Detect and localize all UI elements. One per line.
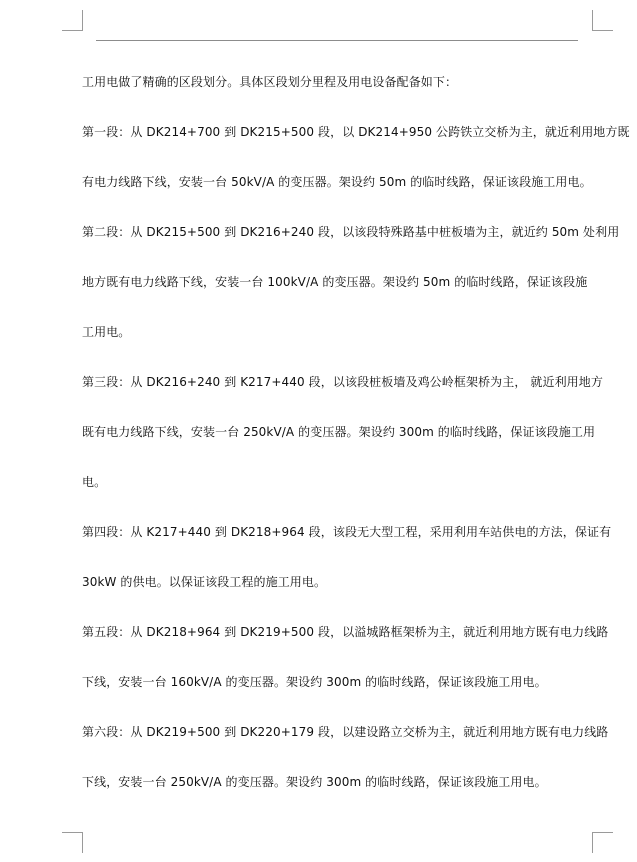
page-corner-mark-bottom-left [62,832,83,853]
text-line: 下线，安装一台 160kV/A 的变压器。架设约 300m 的临时线路，保证该段施工用电。 [82,675,547,689]
text-line: 第六段：从 DK219+500 到 DK220+179 段，以建设路立交桥为主，就近利用地方既有电力线路 [82,725,609,739]
text-line: 地方既有电力线路下线，安装一台 100kV/A 的变压器。架设约 50m 的临时线路，保证该段施 [82,275,588,289]
text-line: 工用电。 [82,325,131,339]
text-line: 有电力线路下线，安装一台 50kV/A 的变压器。架设约 50m 的临时线路，保证该段施工用电。 [82,175,592,189]
header-rule [96,40,578,41]
text-line: 第一段：从 DK214+700 到 DK215+500 段，以 DK214+950 公跨铁立交桥为主，就近利用地方既 [82,125,630,139]
text-line: 第二段：从 DK215+500 到 DK216+240 段，以该段特殊路基中桩板墙为主，就近约 50m 处利用 [82,225,620,239]
text-line: 第三段：从 DK216+240 到 K217+440 段，以该段桩板墙及鸡公岭框架桥为主， 就近利用地方 [82,375,603,389]
page-corner-mark-bottom-right [592,832,613,853]
page-corner-mark-top-left [62,10,83,31]
text-line: 30kW 的供电。以保证该段工程的施工用电。 [82,575,327,589]
page-corner-mark-top-right [592,10,613,31]
text-line: 第四段：从 K217+440 到 DK218+964 段，该段无大型工程，采用利用车站供电的方法，保证有 [82,525,612,539]
text-line: 既有电力线路下线，安装一台 250kV/A 的变压器。架设约 300m 的临时线路，保证该段施工用 [82,425,596,439]
text-line: 电。 [82,475,107,489]
text-line: 下线，安装一台 250kV/A 的变压器。架设约 300m 的临时线路，保证该段施工用电。 [82,775,547,789]
text-line: 第五段：从 DK218+964 到 DK219+500 段，以溢城路框架桥为主，就近利用地方既有电力线路 [82,625,609,639]
text-line: 工用电做了精确的区段划分。具体区段划分里程及用电设备配备如下： [82,75,458,89]
